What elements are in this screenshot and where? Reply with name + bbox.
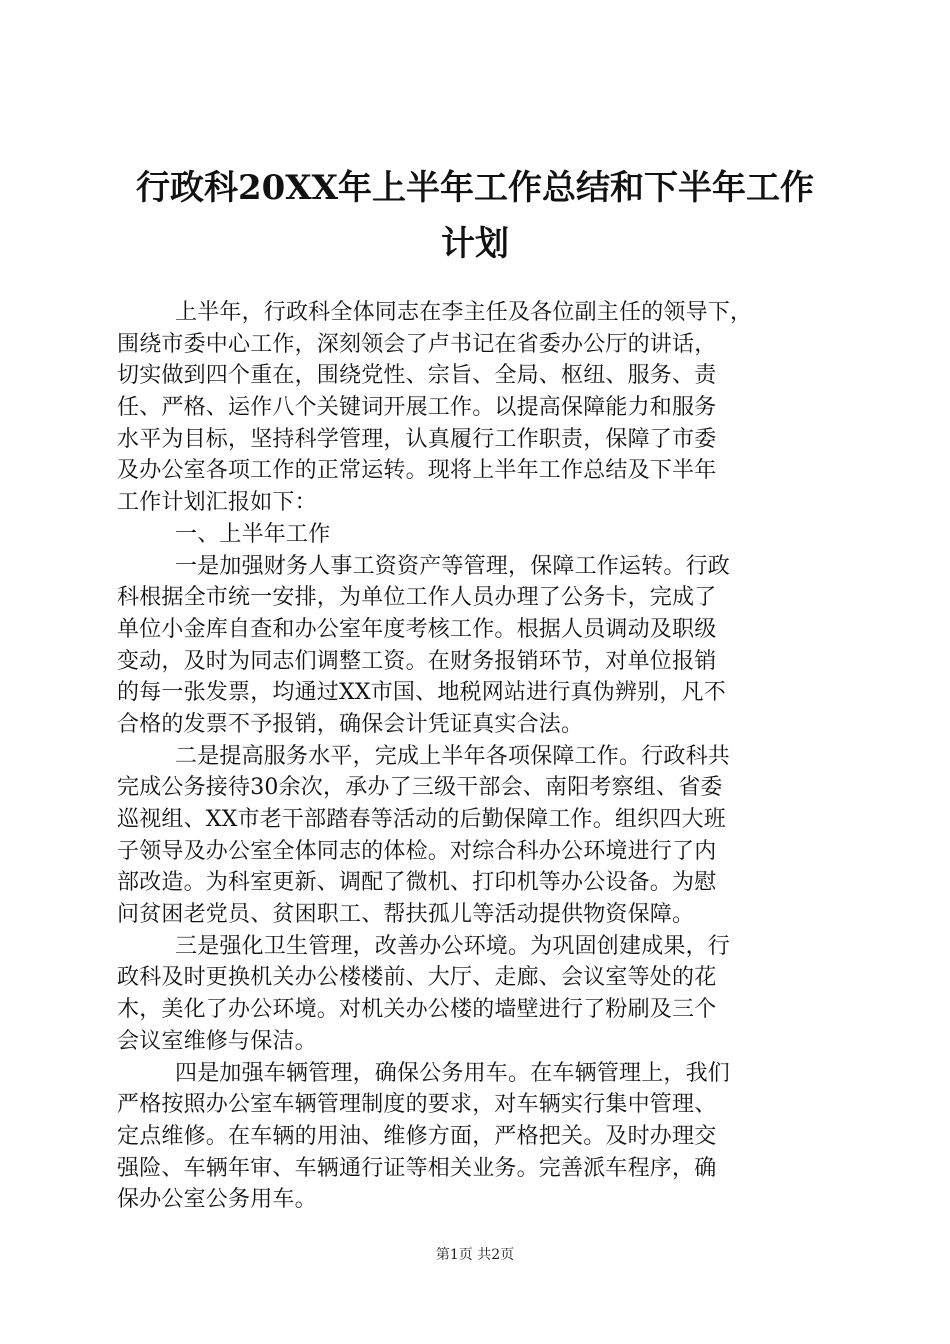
body-line: 四是加强车辆管理，确保公务用车。在车辆管理上，我们 (175, 1060, 731, 1086)
body-line: 定点维修。在车辆的用油、维修方面，严格把关。及时办理交 (117, 1123, 717, 1149)
body-line: 政科及时更换机关办公楼楼前、大厅、走廊、会议室等处的花 (117, 965, 717, 991)
body-line: 二是提高服务水平，完成上半年各项保障工作。行政科共 (175, 743, 731, 769)
body-line: 强险、车辆年审、车辆通行证等相关业务。完善派车程序，确 (117, 1155, 717, 1181)
title-line: 行政科20XX年上半年工作总结和下半年工作 (135, 168, 815, 208)
section-heading: 一、上半年工作 (175, 521, 331, 547)
document-body (117, 297, 833, 1216)
body-line: 变动，及时为同志们调整工资。在财务报销环节，对单位报销 (117, 648, 717, 674)
body-line: 问贫困老党员、贫困职工、帮扶孤儿等活动提供物资保障。 (117, 902, 695, 928)
body-line: 围绕市委中心工作，深刻领会了卢书记在省委办公厅的讲话， (117, 331, 717, 357)
body-line: 单位小金库自查和办公室年度考核工作。根据人员调动及职级 (117, 616, 717, 642)
body-line: 科根据全市统一安排，为单位工作人员办理了公务卡，完成了 (117, 585, 717, 611)
body-line: 水平为目标，坚持科学管理，认真履行工作职责，保障了市委 (117, 426, 717, 452)
body-line: 巡视组、XX市老干部踏春等活动的后勤保障工作。组织四大班 (117, 807, 726, 832)
body-line: 任、严格、运作八个关键词开展工作。以提高保障能力和服务 (117, 395, 717, 421)
body-line: 合格的发票不予报销，确保会计凭证真实合法。 (117, 711, 584, 737)
body-line: 切实做到四个重在，围绕党性、宗旨、全局、枢纽、服务、责 (117, 363, 717, 389)
document-title (110, 160, 840, 272)
body-line: 一是加强财务人事工资资产等管理，保障工作运转。行政 (175, 553, 731, 579)
body-line: 木，美化了办公环境。对机关办公楼的墙壁进行了粉刷及三个 (117, 997, 717, 1023)
body-line: 会议室维修与保洁。 (117, 1028, 317, 1054)
body-line: 保办公室公务用车。 (117, 1187, 317, 1213)
body-line: 严格按照办公室车辆管理制度的要求，对车辆实行集中管理、 (117, 1092, 717, 1118)
body-line: 子领导及办公室全体同志的体检。对综合科办公环境进行了内 (117, 838, 717, 864)
body-line: 上半年，行政科全体同志在李主任及各位副主任的领导下， (175, 300, 753, 325)
title-line: 计划 (441, 224, 509, 264)
body-line: 的每一张发票，均通过XX市国、地税网站进行真伪辨别，凡不 (117, 680, 726, 706)
body-line: 部改造。为科室更新、调配了微机、打印机等办公设备。为慰 (117, 870, 717, 896)
body-line: 三是强化卫生管理，改善办公环境。为巩固创建成果，行 (175, 933, 731, 959)
body-line: 完成公务接待30余次，承办了三级干部会、南阳考察组、省委 (117, 775, 723, 801)
body-line: 及办公室各项工作的正常运转。现将上半年工作总结及下半年 (117, 458, 717, 484)
body-line: 工作计划汇报如下： (117, 490, 317, 516)
page-number-footer: 第1页 共2页 (435, 1247, 515, 1263)
